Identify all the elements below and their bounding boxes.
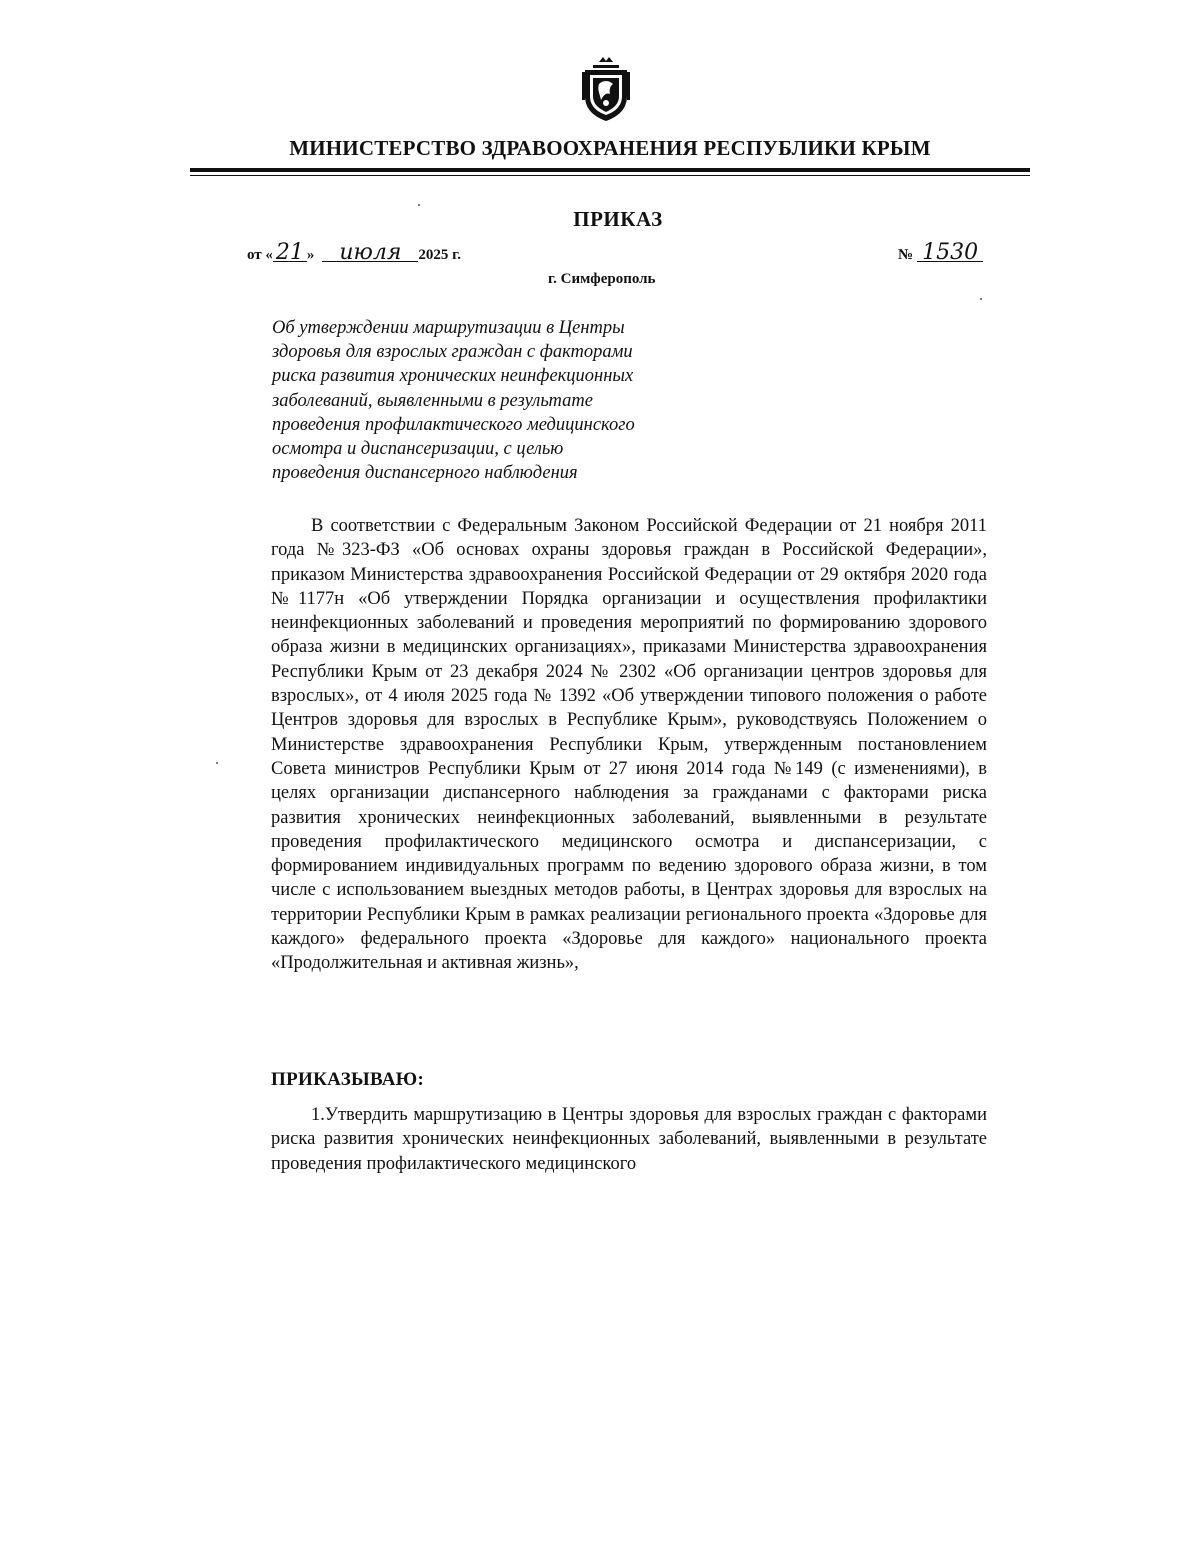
date-prefix: от «	[247, 247, 273, 263]
number-prefix: №	[898, 247, 914, 263]
header-rule-thin	[190, 175, 1030, 176]
ministry-name: МИНИСТЕРСТВО ЗДРАВООХРАНЕНИЯ РЕСПУБЛИКИ КРЫМ	[289, 136, 931, 160]
date-mid: »	[306, 247, 315, 263]
subject-line: риска развития хронических неинфекционных	[272, 366, 634, 387]
order-number	[898, 240, 983, 265]
date-day-handwritten: 21	[273, 245, 307, 262]
coat-of-arms-icon	[579, 56, 633, 122]
preamble-paragraph: В соответствии с Федеральным Законом Российской Федерации от 21 ноября 2011 года №323-ФЗ «Об основах охраны здоровья граждан в Российской Федерации», приказом Министерства здравоохранения Российской Федерации от 29 октября 2020 года №1177н «Об утверждении Порядка организации и осуществления профилактики неинфекционных заболеваний и проведения мероприятий по формированию здорового образа жизни в медицинских организациях», приказами Министерства здравоохранения Республики Крым от 23 декабря 2024 № 2302 «Об организации центров здоровья для взрослых», от 4 июля 2025 года № 1392 «Об утверждении типового положения о работе Центров здоровья для взрослых в Республике Крым», руководствуясь Положением о Министерстве здравоохранения Республики Крым, утвержденным постановлением Совета министров Республики Крым от 27 июня 2014 года №149 (с изменениями), в целях организации диспансерного наблюдения за гражданами с факторами риска развития хронических неинфекционных заболеваний, выявленными в результате проведения профилактического медицинского осмотра и диспансеризации, с формированием индивидуальных программ по ведению здорового образа жизни, в том числе с использованием выездных методов работы, в Центрах здоровья для взрослых на территории Республики Крым в рамках реализации регионального проекта «Здоровье для каждого» федерального проекта «Здоровье для каждого» национального проекта «Продолжительная и активная жизнь»,	[271, 516, 987, 974]
date-month-handwritten: июля	[322, 245, 418, 262]
scan-speck	[980, 298, 982, 300]
number-handwritten: 1530	[917, 245, 983, 262]
scan-speck	[418, 204, 420, 206]
subject-line: проведения профилактического медицинского	[272, 414, 635, 435]
subject-line: осмотра и диспансеризации, с целью	[272, 439, 564, 460]
subject-line: заболеваний, выявленными в результате	[272, 390, 593, 411]
header-rule-thick	[190, 168, 1030, 172]
subject-line: Об утверждении маршрутизации в Центры	[272, 318, 625, 338]
subject-line: проведения диспансерного наблюдения	[272, 463, 578, 484]
date-year: 2025 г.	[418, 247, 462, 263]
subject-line: здоровья для взрослых граждан с факторами	[272, 342, 633, 363]
scan-speck	[216, 762, 218, 764]
order-subject	[272, 316, 712, 485]
city-name: г. Симферополь	[548, 271, 656, 287]
order-date	[247, 240, 462, 265]
order-directive-heading: ПРИКАЗЫВАЮ:	[271, 1069, 425, 1090]
order-item: 1.Утвердить маршрутизацию в Центры здоровья для взрослых граждан с факторами риска развития хронических неинфекционных заболеваний, выявленными в результате проведения профилактического медицинского	[271, 1105, 987, 1174]
document-type-title: ПРИКАЗ	[573, 207, 663, 231]
